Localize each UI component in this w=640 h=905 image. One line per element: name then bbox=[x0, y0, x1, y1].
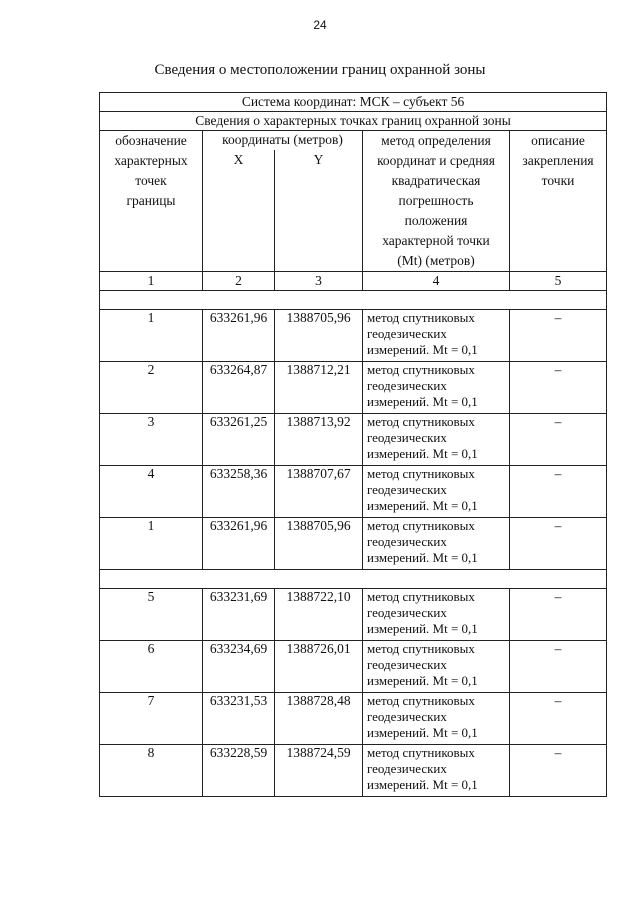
group-separator bbox=[100, 570, 607, 589]
cell-point: 5 bbox=[100, 589, 203, 641]
method-line: метод спутниковых bbox=[367, 414, 475, 429]
table-subheader-row bbox=[100, 112, 607, 131]
table-row bbox=[100, 362, 607, 414]
method-line: метод спутниковых bbox=[367, 518, 475, 533]
cell-y: 1388713,92 bbox=[275, 414, 363, 466]
method-line: метод спутниковых bbox=[367, 693, 475, 708]
cell-x: 633258,36 bbox=[203, 466, 275, 518]
table-row bbox=[100, 310, 607, 362]
cell-method bbox=[363, 466, 510, 518]
coordinate-system-row bbox=[100, 93, 607, 112]
group-separator-row bbox=[100, 570, 607, 589]
cell-y: 1388724,59 bbox=[275, 745, 363, 797]
method-line: метод спутниковых bbox=[367, 310, 475, 325]
cell-point: 8 bbox=[100, 745, 203, 797]
group-separator-row bbox=[100, 291, 607, 310]
cell-x: 633261,96 bbox=[203, 310, 275, 362]
cell-x: 633261,96 bbox=[203, 518, 275, 570]
cell-method bbox=[363, 518, 510, 570]
cell-description: – bbox=[510, 414, 607, 466]
document-title: Сведения о местоположении границ охранной зоны bbox=[154, 62, 486, 78]
cell-description: – bbox=[510, 745, 607, 797]
method-line: измерений. Mt = 0,1 bbox=[367, 498, 478, 513]
cell-x: 633234,69 bbox=[203, 641, 275, 693]
table-row bbox=[100, 589, 607, 641]
cell-method bbox=[363, 693, 510, 745]
method-line: измерений. Mt = 0,1 bbox=[367, 725, 478, 740]
cell-method bbox=[363, 641, 510, 693]
table-row bbox=[100, 641, 607, 693]
method-line: геодезических bbox=[367, 709, 447, 724]
table-subheader: Сведения о характерных точках границ охранной зоны bbox=[100, 112, 607, 131]
cell-y: 1388712,21 bbox=[275, 362, 363, 414]
method-line: геодезических bbox=[367, 761, 447, 776]
cell-description: – bbox=[510, 362, 607, 414]
header-coordinates: координаты (метров) bbox=[203, 131, 363, 150]
cell-point: 3 bbox=[100, 414, 203, 466]
method-line: измерений. Mt = 0,1 bbox=[367, 550, 478, 565]
method-line: геодезических bbox=[367, 430, 447, 445]
column-number: 2 bbox=[203, 272, 275, 291]
page-number: 24 bbox=[313, 18, 327, 32]
header-y: Y bbox=[275, 150, 363, 272]
cell-description: – bbox=[510, 693, 607, 745]
cell-y: 1388726,01 bbox=[275, 641, 363, 693]
cell-method bbox=[363, 310, 510, 362]
table-row bbox=[100, 518, 607, 570]
header-x: X bbox=[203, 150, 275, 272]
cell-x: 633264,87 bbox=[203, 362, 275, 414]
cell-y: 1388722,10 bbox=[275, 589, 363, 641]
cell-x: 633228,59 bbox=[203, 745, 275, 797]
method-line: измерений. Mt = 0,1 bbox=[367, 342, 478, 357]
group-separator bbox=[100, 291, 607, 310]
table-row bbox=[100, 414, 607, 466]
cell-method bbox=[363, 414, 510, 466]
method-line: геодезических bbox=[367, 534, 447, 549]
method-line: геодезических bbox=[367, 482, 447, 497]
method-line: измерений. Mt = 0,1 bbox=[367, 777, 478, 792]
method-line: геодезических bbox=[367, 326, 447, 341]
cell-description: – bbox=[510, 589, 607, 641]
table-row bbox=[100, 745, 607, 797]
header-point: обозначение характерных точек границы bbox=[100, 131, 203, 272]
cell-description: – bbox=[510, 310, 607, 362]
cell-y: 1388707,67 bbox=[275, 466, 363, 518]
table-row bbox=[100, 466, 607, 518]
method-line: геодезических bbox=[367, 378, 447, 393]
column-number: 4 bbox=[363, 272, 510, 291]
column-number: 3 bbox=[275, 272, 363, 291]
cell-point: 7 bbox=[100, 693, 203, 745]
method-line: измерений. Mt = 0,1 bbox=[367, 673, 478, 688]
cell-y: 1388705,96 bbox=[275, 518, 363, 570]
method-line: геодезических bbox=[367, 605, 447, 620]
cell-description: – bbox=[510, 466, 607, 518]
method-line: метод спутниковых bbox=[367, 362, 475, 377]
method-line: метод спутниковых bbox=[367, 466, 475, 481]
cell-method bbox=[363, 362, 510, 414]
method-line: измерений. Mt = 0,1 bbox=[367, 446, 478, 461]
cell-y: 1388705,96 bbox=[275, 310, 363, 362]
cell-point: 2 bbox=[100, 362, 203, 414]
column-header-row bbox=[100, 131, 607, 150]
header-description: описание закрепления точки bbox=[510, 131, 607, 272]
column-number-row bbox=[100, 272, 607, 291]
cell-point: 1 bbox=[100, 518, 203, 570]
method-line: метод спутниковых bbox=[367, 641, 475, 656]
method-line: измерений. Mt = 0,1 bbox=[367, 394, 478, 409]
column-number: 5 bbox=[510, 272, 607, 291]
cell-point: 4 bbox=[100, 466, 203, 518]
method-line: метод спутниковых bbox=[367, 589, 475, 604]
coordinates-table bbox=[99, 92, 607, 797]
cell-description: – bbox=[510, 518, 607, 570]
column-number: 1 bbox=[100, 272, 203, 291]
cell-point: 6 bbox=[100, 641, 203, 693]
cell-x: 633261,25 bbox=[203, 414, 275, 466]
cell-method bbox=[363, 745, 510, 797]
cell-x: 633231,53 bbox=[203, 693, 275, 745]
cell-description: – bbox=[510, 641, 607, 693]
header-method: метод определения координат и средняя квадратическая погрешность положения характерной точки (Mt) (метров) bbox=[363, 131, 510, 272]
cell-y: 1388728,48 bbox=[275, 693, 363, 745]
cell-x: 633231,69 bbox=[203, 589, 275, 641]
table-row bbox=[100, 693, 607, 745]
cell-point: 1 bbox=[100, 310, 203, 362]
method-line: геодезических bbox=[367, 657, 447, 672]
method-line: метод спутниковых bbox=[367, 745, 475, 760]
cell-method bbox=[363, 589, 510, 641]
method-line: измерений. Mt = 0,1 bbox=[367, 621, 478, 636]
coordinate-system: Система координат: МСК – субъект 56 bbox=[100, 93, 607, 112]
